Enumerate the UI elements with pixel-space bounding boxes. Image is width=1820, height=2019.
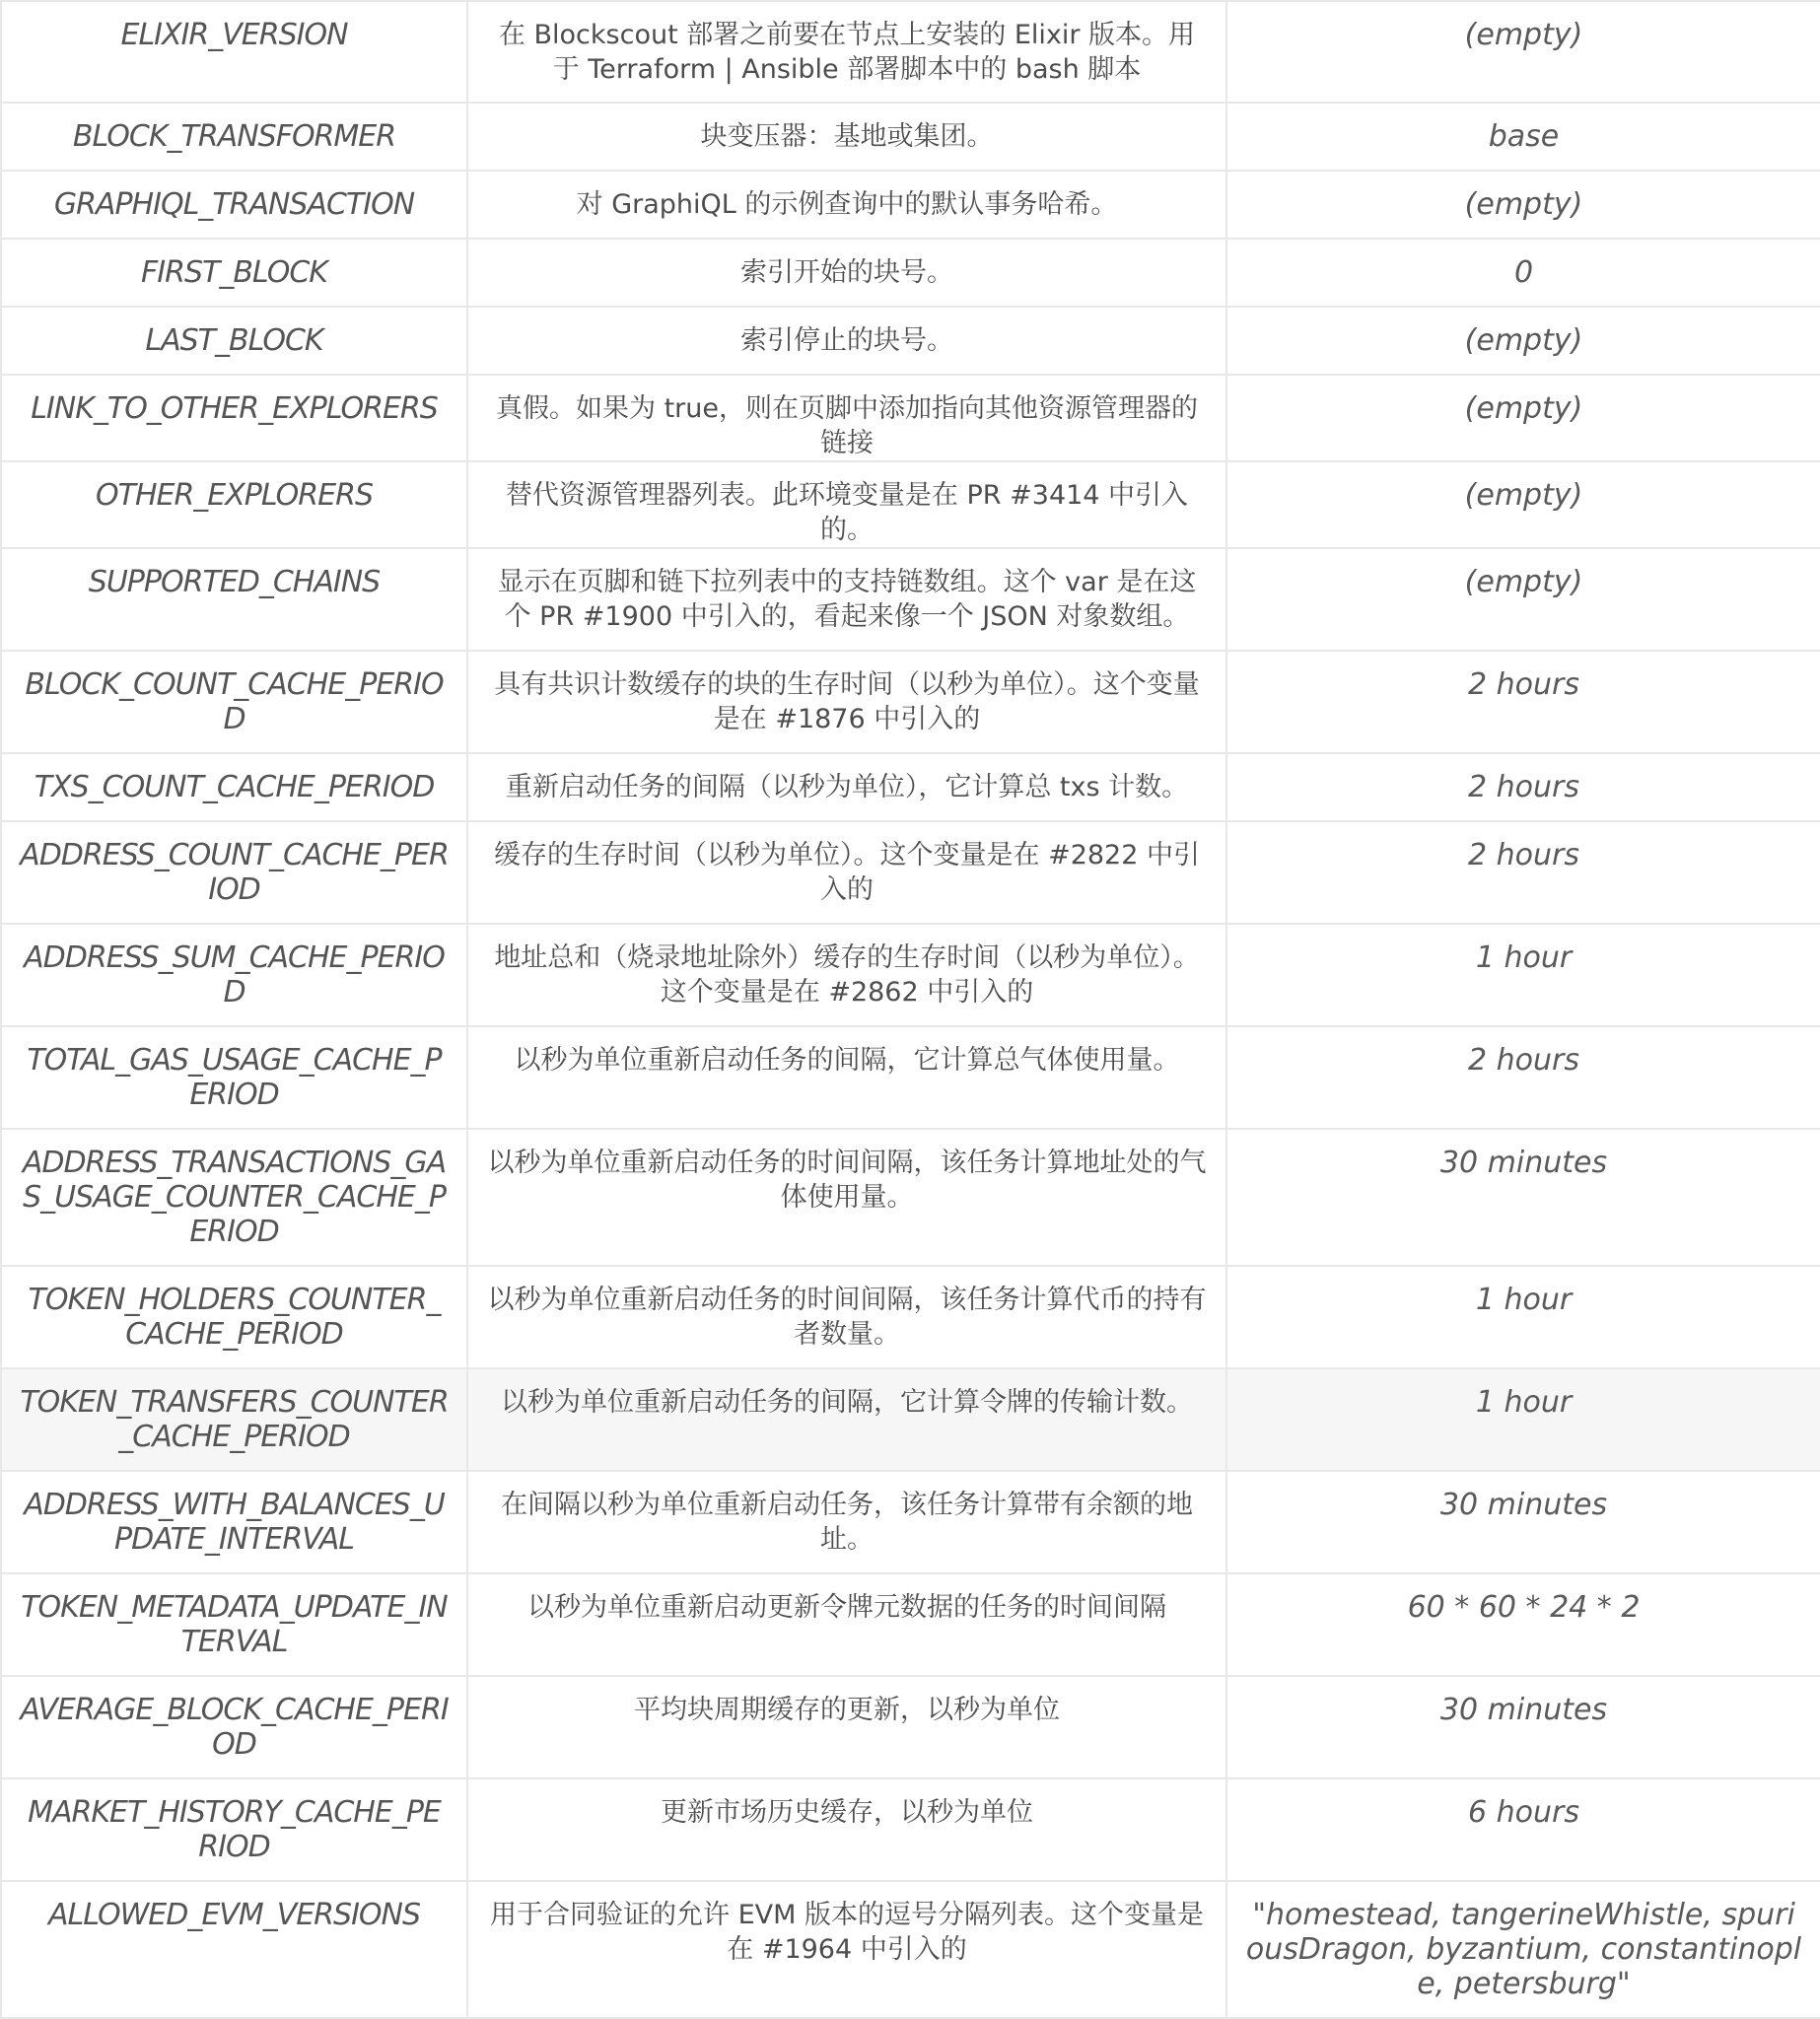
variable-description: 以秒为单位重新启动更新令牌元数据的任务的时间间隔 [467, 1573, 1226, 1676]
default-value: 30 minutes [1226, 1676, 1820, 1778]
table-body [1, 1, 1820, 2018]
variable-name: LINK_TO_OTHER_EXPLORERS [1, 375, 467, 461]
table-row [1, 1881, 1820, 2018]
variable-description: 缓存的生存时间（以秒为单位）。这个变量是在 #2822 中引入的 [467, 821, 1226, 924]
variable-name: TOKEN_METADATA_UPDATE_INTERVAL [1, 1573, 467, 1676]
default-value: (empty) [1226, 1, 1820, 103]
variable-description: 以秒为单位重新启动任务的时间间隔，该任务计算代币的持有者数量。 [467, 1266, 1226, 1368]
table-row [1, 924, 1820, 1026]
default-value: 0 [1226, 239, 1820, 307]
variable-name: ADDRESS_COUNT_CACHE_PERIOD [1, 821, 467, 924]
table-row [1, 461, 1820, 548]
variable-name: BLOCK_TRANSFORMER [1, 103, 467, 171]
variable-description: 在 Blockscout 部署之前要在节点上安装的 Elixir 版本。用于 Terraform | Ansible 部署脚本中的 bash 脚本 [467, 1, 1226, 103]
variable-description: 替代资源管理器列表。此环境变量是在 PR #3414 中引入的。 [467, 461, 1226, 548]
default-value: (empty) [1226, 171, 1820, 239]
table-row [1, 307, 1820, 375]
variable-name: ALLOWED_EVM_VERSIONS [1, 1881, 467, 2018]
variable-description: 显示在页脚和链下拉列表中的支持链数组。这个 var 是在这个 PR #1900 中引入的，看起来像一个 JSON 对象数组。 [467, 548, 1226, 651]
variable-description: 在间隔以秒为单位重新启动任务，该任务计算带有余额的地址。 [467, 1471, 1226, 1573]
variable-name: TOTAL_GAS_USAGE_CACHE_PERIOD [1, 1026, 467, 1129]
table-row [1, 1778, 1820, 1881]
default-value: (empty) [1226, 375, 1820, 461]
variable-description: 块变压器：基地或集团。 [467, 103, 1226, 171]
default-value: 30 minutes [1226, 1129, 1820, 1266]
variable-description: 以秒为单位重新启动任务的时间间隔，该任务计算地址处的气体使用量。 [467, 1129, 1226, 1266]
table-row [1, 753, 1820, 821]
default-value: "homestead, tangerineWhistle, spuriousDragon, byzantium, constantinople, petersburg" [1226, 1881, 1820, 2018]
variable-name: ADDRESS_SUM_CACHE_PERIOD [1, 924, 467, 1026]
table-row [1, 171, 1820, 239]
default-value: 1 hour [1226, 1266, 1820, 1368]
default-value: base [1226, 103, 1820, 171]
table-row [1, 1471, 1820, 1573]
table-row [1, 1266, 1820, 1368]
default-value: (empty) [1226, 307, 1820, 375]
table-row [1, 1676, 1820, 1778]
table-row [1, 1573, 1820, 1676]
variable-name: BLOCK_COUNT_CACHE_PERIOD [1, 651, 467, 753]
variable-description: 以秒为单位重新启动任务的间隔，它计算总气体使用量。 [467, 1026, 1226, 1129]
default-value: 2 hours [1226, 651, 1820, 753]
variable-description: 重新启动任务的间隔（以秒为单位），它计算总 txs 计数。 [467, 753, 1226, 821]
table-row [1, 1129, 1820, 1266]
variable-name: SUPPORTED_CHAINS [1, 548, 467, 651]
default-value: (empty) [1226, 548, 1820, 651]
table-row [1, 651, 1820, 753]
variable-name: TOKEN_HOLDERS_COUNTER_CACHE_PERIOD [1, 1266, 467, 1368]
variable-name: MARKET_HISTORY_CACHE_PERIOD [1, 1778, 467, 1881]
variable-name: FIRST_BLOCK [1, 239, 467, 307]
variable-name: GRAPHIQL_TRANSACTION [1, 171, 467, 239]
variable-name: AVERAGE_BLOCK_CACHE_PERIOD [1, 1676, 467, 1778]
variable-description: 索引停止的块号。 [467, 307, 1226, 375]
table-row [1, 103, 1820, 171]
variable-description: 真假。如果为 true，则在页脚中添加指向其他资源管理器的链接 [467, 375, 1226, 461]
default-value: (empty) [1226, 461, 1820, 548]
default-value: 2 hours [1226, 821, 1820, 924]
table-row [1, 1, 1820, 103]
table-row [1, 1026, 1820, 1129]
default-value: 1 hour [1226, 924, 1820, 1026]
table-row [1, 1368, 1820, 1471]
table-row [1, 239, 1820, 307]
variable-name: TOKEN_TRANSFERS_COUNTER_CACHE_PERIOD [1, 1368, 467, 1471]
variable-name: ADDRESS_TRANSACTIONS_GAS_USAGE_COUNTER_CACHE_PERIOD [1, 1129, 467, 1266]
variable-description: 更新市场历史缓存，以秒为单位 [467, 1778, 1226, 1881]
variable-description: 地址总和（烧录地址除外）缓存的生存时间（以秒为单位）。这个变量是在 #2862 中引入的 [467, 924, 1226, 1026]
variable-description: 索引开始的块号。 [467, 239, 1226, 307]
table-row [1, 375, 1820, 461]
variable-name: ADDRESS_WITH_BALANCES_UPDATE_INTERVAL [1, 1471, 467, 1573]
variable-description: 以秒为单位重新启动任务的间隔，它计算令牌的传输计数。 [467, 1368, 1226, 1471]
variable-name: OTHER_EXPLORERS [1, 461, 467, 548]
default-value: 2 hours [1226, 753, 1820, 821]
variable-name: LAST_BLOCK [1, 307, 467, 375]
default-value: 2 hours [1226, 1026, 1820, 1129]
variable-name: TXS_COUNT_CACHE_PERIOD [1, 753, 467, 821]
table-row [1, 548, 1820, 651]
default-value: 1 hour [1226, 1368, 1820, 1471]
default-value: 6 hours [1226, 1778, 1820, 1881]
default-value: 60 * 60 * 24 * 2 [1226, 1573, 1820, 1676]
variable-description: 用于合同验证的允许 EVM 版本的逗号分隔列表。这个变量是在 #1964 中引入的 [467, 1881, 1226, 2018]
table-row [1, 821, 1820, 924]
variable-description: 对 GraphiQL 的示例查询中的默认事务哈希。 [467, 171, 1226, 239]
variable-name: ELIXIR_VERSION [1, 1, 467, 103]
variable-description: 平均块周期缓存的更新，以秒为单位 [467, 1676, 1226, 1778]
variable-description: 具有共识计数缓存的块的生存时间（以秒为单位）。这个变量是在 #1876 中引入的 [467, 651, 1226, 753]
default-value: 30 minutes [1226, 1471, 1820, 1573]
